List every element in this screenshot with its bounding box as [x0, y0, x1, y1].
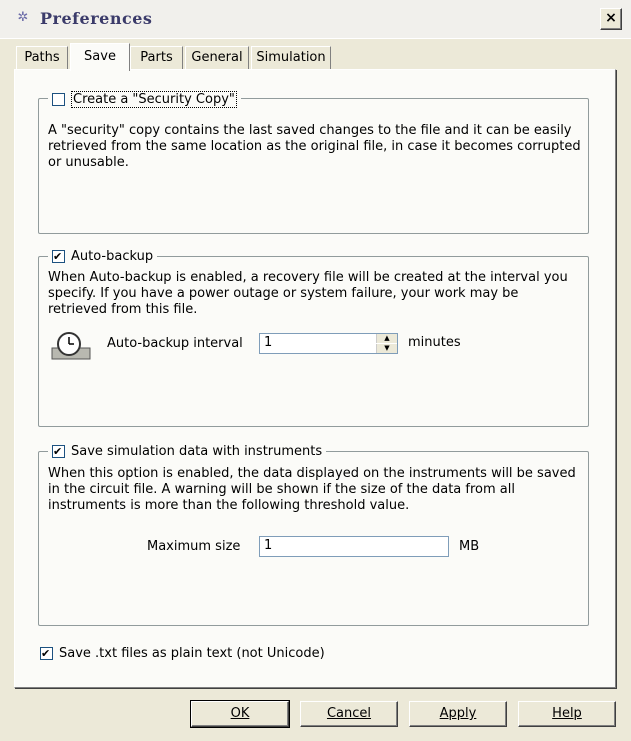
- security-copy-legend: [48, 91, 241, 108]
- save-sim-data-label[interactable]: Save simulation data with instruments: [71, 444, 323, 459]
- auto-backup-interval-value: 1: [264, 335, 273, 350]
- save-sim-data-description: When this option is enabled, the data displayed on the instruments will be saved in the circuit file. A warning will be shown if the size of the data from all instruments is more than the following threshold value.: [48, 466, 576, 513]
- max-size-unit: MB: [459, 539, 480, 554]
- plain-text-label[interactable]: Save .txt files as plain text (not Unicode): [59, 646, 325, 661]
- app-icon: ✲: [17, 10, 29, 25]
- save-sim-data-checkbox[interactable]: [52, 445, 65, 458]
- security-copy-checkbox[interactable]: [52, 93, 65, 106]
- max-size-label: Maximum size: [147, 539, 241, 554]
- auto-backup-label[interactable]: Auto-backup: [71, 249, 154, 264]
- auto-backup-checkbox[interactable]: [52, 250, 65, 263]
- help-button[interactable]: Help: [518, 701, 616, 727]
- stepper-down-icon[interactable]: ▼: [376, 344, 397, 353]
- tab-paths[interactable]: Paths: [16, 46, 68, 69]
- ok-button[interactable]: OK: [191, 701, 289, 727]
- auto-backup-interval-stepper[interactable]: [259, 333, 398, 354]
- auto-backup-interval-unit: minutes: [408, 335, 461, 350]
- auto-backup-description: When Auto-backup is enabled, a recovery file will be created at the interval you specify. If you have a power outage or system failure, your work may be retrieved from this file.: [48, 270, 568, 317]
- clock-icon: [51, 330, 91, 360]
- security-copy-description: A "security" copy contains the last saved changes to the file and it can be easily retrieved from the same location as the original file, in case it becomes corrupted or unusable.: [48, 123, 581, 170]
- security-copy-label[interactable]: Create a "Security Copy": [73, 92, 235, 107]
- plain-text-checkbox[interactable]: [40, 647, 53, 660]
- plain-text-option: [36, 646, 329, 661]
- tab-general[interactable]: General: [185, 46, 249, 69]
- tab-simulation[interactable]: Simulation: [251, 46, 331, 69]
- save-sim-data-legend: [48, 444, 326, 459]
- apply-button[interactable]: Apply: [409, 701, 507, 727]
- tab-save[interactable]: Save: [70, 43, 130, 71]
- stepper-up-icon[interactable]: ▲: [376, 334, 397, 343]
- auto-backup-interval-label: Auto-backup interval: [107, 336, 243, 351]
- max-size-input[interactable]: 1: [259, 536, 449, 557]
- tab-parts[interactable]: Parts: [130, 46, 183, 69]
- window-title: Preferences: [40, 9, 153, 28]
- auto-backup-legend: [48, 249, 157, 264]
- close-button[interactable]: ×: [600, 8, 622, 30]
- cancel-button[interactable]: Cancel: [300, 701, 398, 727]
